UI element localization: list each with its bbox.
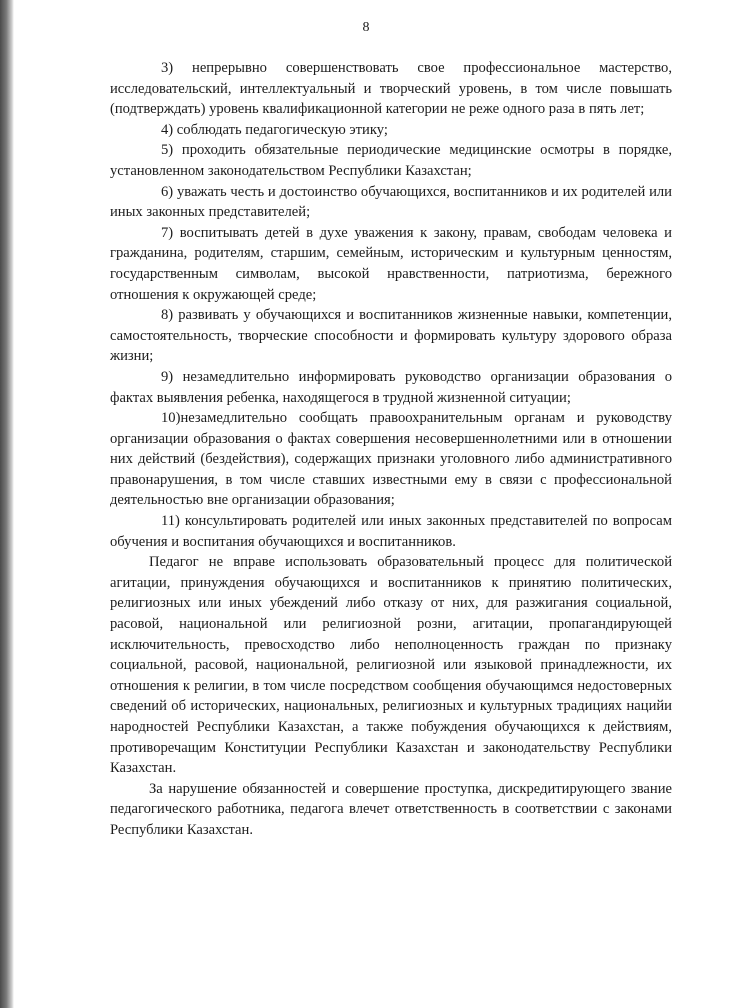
paragraph-item-9: 9) незамедлительно информировать руководство организации образования о фактах выявления ребенка, находящегося в трудной жизненной ситуации; [110,368,672,406]
paragraph-liability: За нарушение обязанностей и совершение проступка, дискредитирующего звание педагогического работника, педагога влечет ответственность в соответствии с законами Республики Казахстан. [110,780,672,838]
paragraph-item-4: 4) соблюдать педагогическую этику; [161,121,388,138]
paragraph-item-8: 8) развивать у обучающихся и воспитанников жизненные навыки, компетенции, самостоятельность, творческие способности и формировать культуру здорового образа жизни; [110,307,672,365]
paragraph-item-7: 7) воспитывать детей в духе уважения к закону, правам, свободам человека и гражданина, родителям, старшим, семейным, историческим и культурным ценностям, государственным символам, высокой нравственности, патриотизма, бережного отношения к окружающей среде; [110,224,672,303]
paragraph-item-5: 5) проходить обязательные периодические медицинские осмотры в порядке, установленном законодательством Республики Казахстан; [110,142,672,179]
paragraph-item-10: 10)незамедлительно сообщать правоохранительным органам и руководству организации образования о фактах совершения несовершеннолетними или в отношении них действий (бездействия), содержащих признаки уголовного либо административного правонарушения, в том числе ставших известными ему в связи с профессиональной деятельностью вне организации образования; [110,410,672,509]
paragraph-prohibitions: Педагог не вправе использовать образовательный процесс для политической агитации, принуждения обучающихся и воспитанников к принятию политических, религиозных или иных убеждений либо отказу от них, для разжигания социальной, расовой, национальной или религиозной розни, агитации, пропагандирующей исключительность, превосходство либо неполноценность граждан по признаку социальной, расовой, национальной, религиозной или языковой принадлежности, их отношения к религии, в том числе посредством сообщения обучающимся недостоверных сведений об исторических, национальных, религиозных и культурных традициях нацийи народностей Республики Казахстан, а также побуждения обучающихся к действиям, противоречащим Конституции Республики Казахстан и законодательству Республики Казахстан. [110,554,672,777]
scan-shadow-edge [0,0,14,1008]
document-body [110,58,672,841]
paragraph-item-6: 6) уважать честь и достоинство обучающихся, воспитанников и их родителей или иных законных представителей; [110,183,672,221]
paragraph-item-3: 3) непрерывно совершенствовать свое профессиональное мастерство, исследовательский, интеллектуальный и творческий уровень, в том числе повышать (подтверждать) уровень квалификационной категории не реже одного раза в пять лет; [110,60,672,118]
paragraph-item-11: 11) консультировать родителей или иных законных представителей по вопросам обучения и воспитания обучающихся и воспитанников. [110,513,672,550]
page-number: 8 [362,20,370,35]
